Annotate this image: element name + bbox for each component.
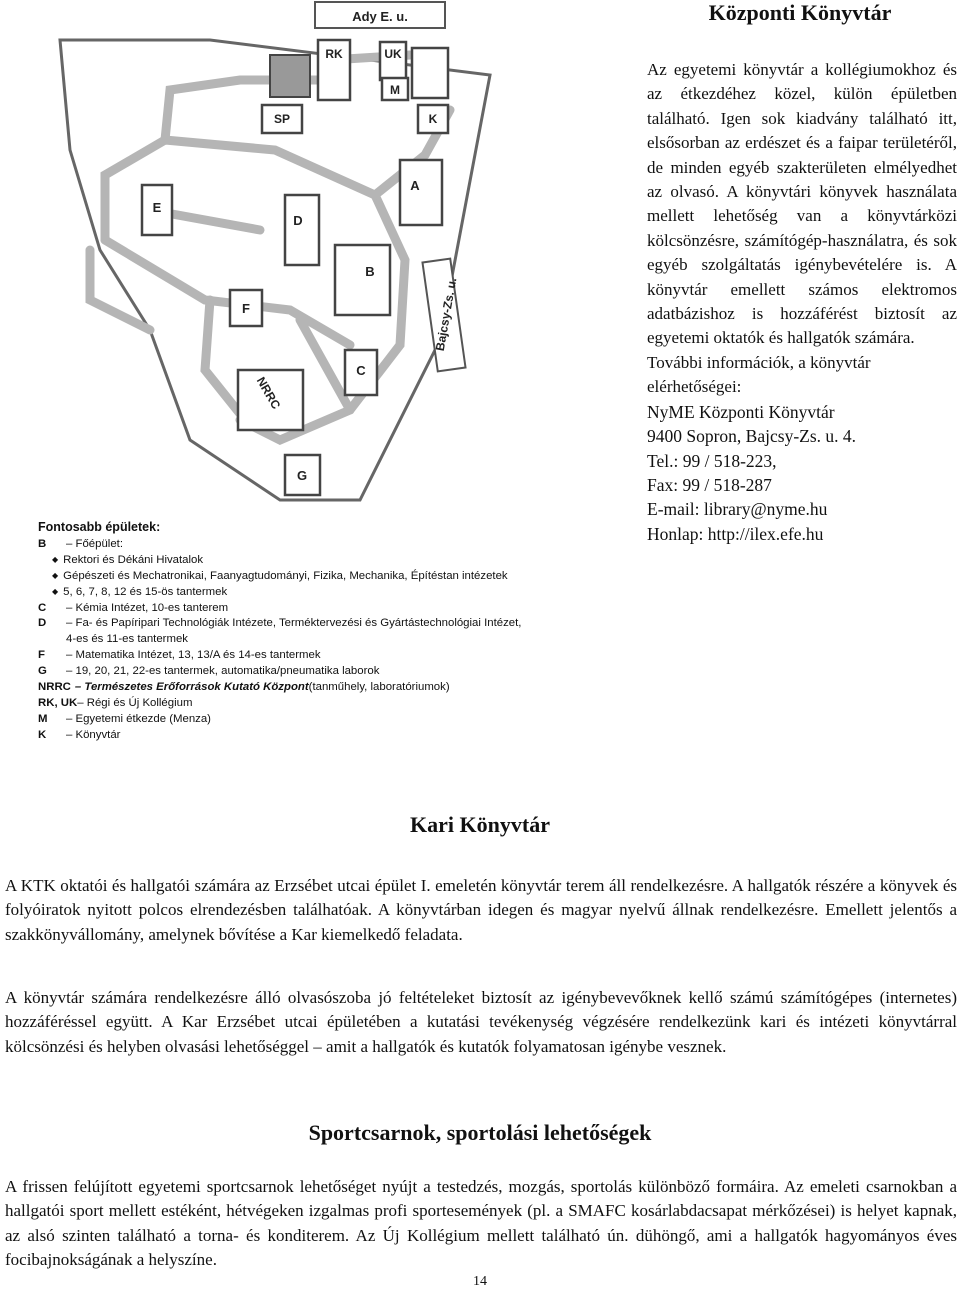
faculty-library-paragraph-1: A KTK oktatói és hallgatói számára az Erzsébet utcai épület I. emeletén könyvtár terem áll rendelkezésre. A hallgatók részére a könyvek és folyóiratok nyitott polcos elrendezésben találhatóak. A könyvtárban idegen és magyar nyelvű állnak rendelkezésre. Emellett jelentős a szakkönyvállomány, amelynek bővítése a Kar kiemelkedő feladata. — [5, 876, 957, 944]
page-number: 14 — [473, 1274, 487, 1289]
legend-row: 4-es és 11-es tantermek — [66, 633, 188, 646]
central-library-body — [647, 58, 957, 546]
building-label-b: B — [365, 264, 375, 279]
building-label-f: F — [242, 301, 250, 316]
sports-title: Sportcsarnok, sportolási lehetőségek — [308, 1120, 652, 1145]
legend-row: ◆ 5, 6, 7, 8, 12 és 15-ös tantermek — [38, 585, 638, 601]
contact-address: 9400 Sopron, Bajcsy-Zs. u. 4. — [647, 426, 857, 447]
sports-field-block — [270, 55, 310, 97]
legend-row: ◆ Rektori és Dékáni Hivatalok — [38, 553, 638, 569]
legend-row: F – Matematika Intézet, 13, 13/A és 14-es tantermek — [38, 649, 321, 662]
building-label-g: G — [296, 468, 308, 483]
legend-row: C – Kémia Intézet, 10-es tanterem — [38, 601, 229, 614]
legend-row: ◆ Gépészeti és Mechatronikai, Faanyagtudományi, Fizika, Mechanika, Építéstan intézetek — [38, 569, 638, 585]
central-library-info-intro: További információk, a könyvtár elérhetőségei: — [647, 352, 871, 397]
building-label-nrrc: NRRC — [253, 374, 284, 412]
contact-website: Honlap: http://ilex.efe.hu — [647, 523, 824, 544]
campus-map — [30, 0, 630, 515]
building-label-c: C — [356, 363, 366, 378]
central-library-paragraph: Az egyetemi könyvtár a kollégiumokhoz és az étkezdéhez közel, külön épületben található. Igen sok kiadvány található itt, elsősorban az erdészet és a faipar területéről, de minden egyéb szakterületen elmélyedhet az olvasó. A könyvtári könyvek használata mellett lehetőség van a könyvtárközi kölcsönzésre, számítógép-használatra, és sok egyéb szolgáltatás igénybevételére is. A könyvtár emellett számos elektromos adatbázishoz is hozzáférést biztosít az egyetemi oktatók és hallgatók számára. — [647, 60, 957, 348]
legend-row: NRRC – Természetes Erőforrások Kutató Központ (tanműhely, laboratóriumok) — [38, 681, 450, 694]
building-label-sp: SP — [273, 112, 291, 126]
building-label-k: K — [428, 112, 438, 126]
legend-row: D – Fa- és Papíripari Technológiák Intézete, Terméktervezési és Gyártástechnológiai Intézet, — [38, 617, 522, 630]
faculty-library-paragraph-2: A könyvtár számára rendelkezésre álló olvasószoba jó feltételeket biztosít az igénybevevőknek kellő számú számítógépes (internetes) hozzáféréssel együtt. A Kar Erzsébet utcai épületében a kutatási tevékenység végzésére rendelkezünk kari és intézeti könyvtárral kölcsönzési és helyben olvasási lehetőséggel – amit a hallgatók és kutatók folyamatosan igénybe vesznek. — [5, 988, 957, 1056]
legend-row: B – Főépület: — [38, 537, 123, 550]
legend-row: RK, UK – Régi és Új Kollégium — [38, 696, 193, 709]
contact-fax: Fax: 99 / 518-287 — [647, 474, 772, 495]
legend-row: G – 19, 20, 21, 22-es tantermek, automatika/pneumatika laborok — [38, 665, 380, 678]
building-label-rk: RK — [325, 47, 343, 61]
building-label-a: A — [410, 178, 420, 193]
faculty-library-title: Kari Könyvtár — [410, 812, 550, 837]
street-label-ady: Ady E. u. — [352, 9, 408, 24]
building-label-e: E — [152, 200, 162, 215]
contact-email: E-mail: library@nyme.hu — [647, 499, 828, 520]
building-label-uk: UK — [384, 47, 402, 61]
central-library-title: Központi Könyvtár — [708, 0, 892, 25]
campus-map-drawing — [30, 0, 630, 515]
street-label-bajcsy: Bajcsy-Zs. u. — [432, 276, 460, 352]
building-label-d: D — [293, 213, 303, 228]
legend-row: K – Könyvtár — [38, 728, 121, 741]
building-legend — [38, 520, 638, 744]
sports-paragraph: A frissen felújított egyetemi sportcsarnok lehetőséget nyújt a testedzés, mozgás, sportolás különböző formáira. Az emeleti csarnokban a hallgatói sport mellett estéként, hétvégeken izgalmas profi sportesemények (pl. a SMAFC kosárlabdacsapat mérkőzései) is helyet kapnak, az alsó szinten található a torna- és konditerem. Az Új Kollégium mellett található ún. dühöngő, ami a hallgatók hagyományos éves focibajnokságának a helyszíne. — [5, 1177, 957, 1270]
contact-name: NyME Központi Könyvtár — [647, 401, 835, 422]
legend-heading: Fontosabb épületek: — [38, 520, 161, 534]
building-label-m: M — [390, 83, 400, 97]
legend-row: M – Egyetemi étkezde (Menza) — [38, 712, 211, 725]
contact-phone: Tel.: 99 / 518-223, — [647, 450, 777, 471]
